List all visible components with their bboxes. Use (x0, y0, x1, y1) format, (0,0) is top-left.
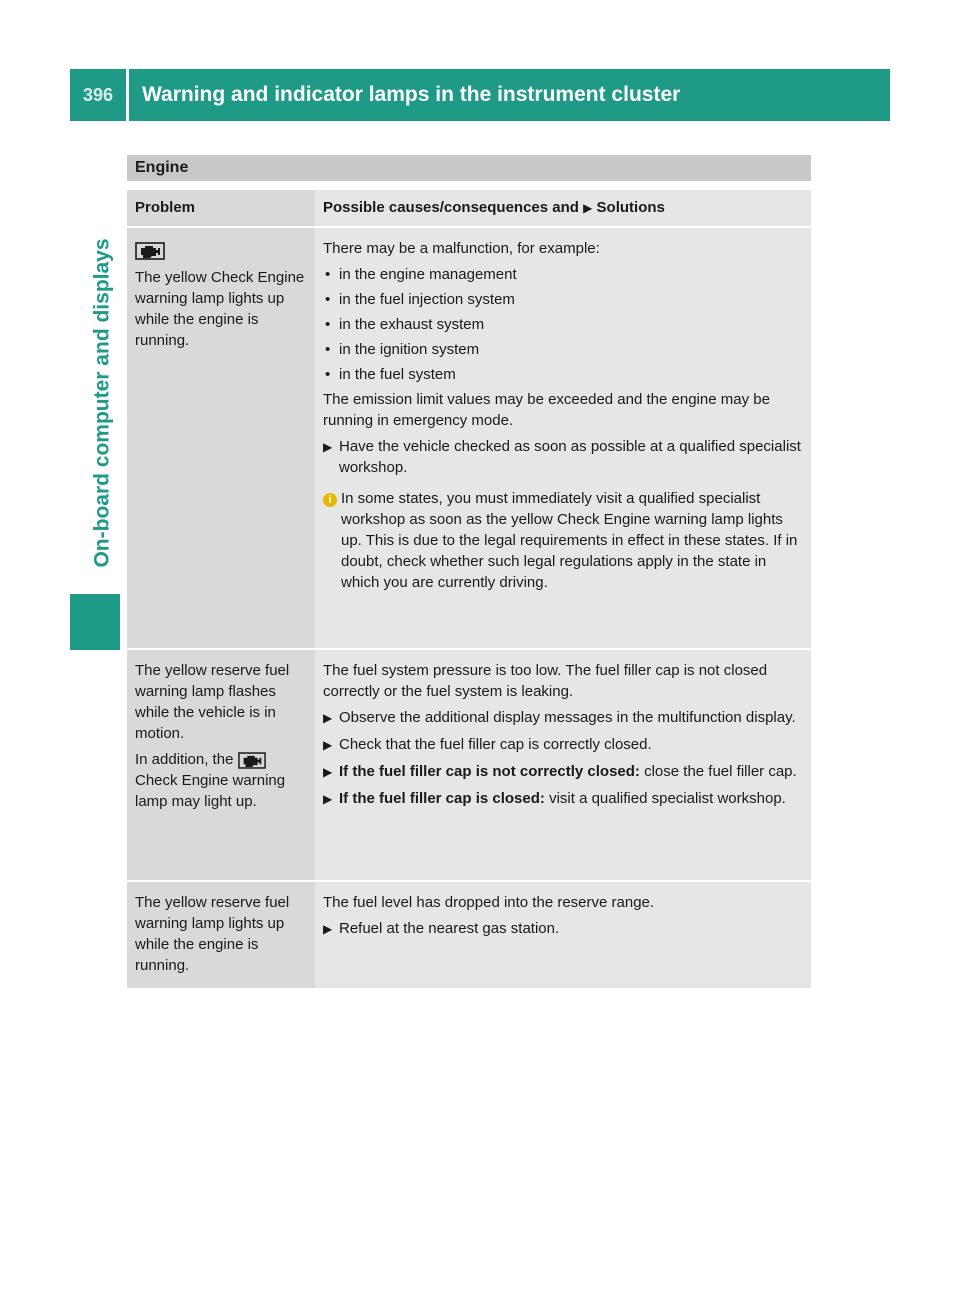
page-title: Warning and indicator lamps in the instrument cluster (142, 83, 681, 106)
table-row (127, 228, 811, 650)
arrow-icon: ▶ (323, 792, 333, 806)
table-header-row (127, 190, 811, 228)
arrow-icon: ▶ (323, 765, 333, 779)
table-row (127, 650, 811, 882)
problem-text: The yellow reserve fuel warning lamp flashes while the vehicle is in motion. (135, 662, 290, 742)
header-solutions (315, 190, 811, 226)
solution-step: ▶ Observe the additional display messages in the multifunction display. (323, 707, 803, 729)
list-item: • in the fuel system (325, 366, 456, 383)
solution-step: ▶ Have the vehicle checked as soon as possible at a qualified specialist workshop. (323, 438, 801, 476)
bullet-mark: • (325, 291, 331, 308)
solution-step: ▶ If the fuel filler cap is closed: visit a qualified specialist workshop. (323, 788, 803, 810)
info-note (323, 488, 803, 593)
problem-extra: In addition, the Check Engine warning lamp may light up. (135, 751, 286, 810)
solution-cell (315, 882, 811, 988)
list-item: • in the fuel injection system (325, 291, 515, 308)
page-header (70, 69, 890, 121)
solution-step: ▶ If the fuel filler cap is not correctly closed: close the fuel filler cap. (323, 761, 803, 783)
consequence-note: The emission limit values may be exceeded and the engine may be running in emergency mode. (323, 391, 770, 429)
cause-intro: The fuel level has dropped into the reserve range. (323, 894, 655, 911)
section-title: Engine (127, 155, 811, 181)
arrow-icon: ▶ (323, 922, 333, 936)
bullet-mark: • (325, 366, 331, 383)
header-problem: Problem (127, 190, 315, 226)
side-chapter-title (86, 222, 120, 584)
check-engine-icon (238, 752, 266, 769)
bullet-mark: • (325, 316, 331, 333)
bullet-mark: • (325, 341, 331, 358)
arrow-icon: ▶ (583, 201, 593, 215)
side-chapter-label: On-board computer and displays (91, 238, 114, 568)
problem-cell (127, 650, 315, 880)
list-item: • in the exhaust system (325, 316, 485, 333)
cause-intro: The fuel system pressure is too low. The fuel filler cap is not closed correctly or the fuel system is leaking. (323, 662, 768, 700)
header-solutions-prefix: Possible causes/consequences and (323, 199, 579, 216)
header-solutions-suffix: Solutions (596, 199, 665, 216)
engine-table (127, 190, 811, 990)
bullet-mark: • (325, 266, 331, 283)
problem-cell (127, 228, 315, 648)
arrow-icon: ▶ (323, 440, 333, 454)
problem-cell: The yellow reserve fuel warning lamp lights up while the engine is running. (127, 882, 315, 988)
list-item: • in the engine management (325, 266, 517, 283)
page-number: 396 (82, 84, 114, 105)
info-icon: i (323, 493, 337, 507)
cause-intro: There may be a malfunction, for example: (323, 240, 600, 257)
solution-step: ▶ Refuel at the nearest gas station. (323, 918, 803, 940)
info-text: In some states, you must immediately visit a qualified specialist workshop as soon as the yellow Check Engine warning lamp lights up. This is due to the legal requirements in effect in these states. If in doubt, check whether such legal regulations apply in the state in which you are currently driving. (341, 490, 798, 591)
check-engine-icon (135, 242, 165, 260)
solution-cell (315, 228, 811, 648)
side-marker (70, 594, 120, 650)
header-divider (126, 69, 129, 121)
problem-text: The yellow Check Engine warning lamp lights up while the engine is running. (135, 269, 305, 349)
solution-cell (315, 650, 811, 880)
arrow-icon: ▶ (323, 711, 333, 725)
solution-step: ▶ Check that the fuel filler cap is correctly closed. (323, 734, 803, 756)
list-item: • in the ignition system (325, 341, 480, 358)
arrow-icon: ▶ (323, 738, 333, 752)
table-row (127, 882, 811, 990)
